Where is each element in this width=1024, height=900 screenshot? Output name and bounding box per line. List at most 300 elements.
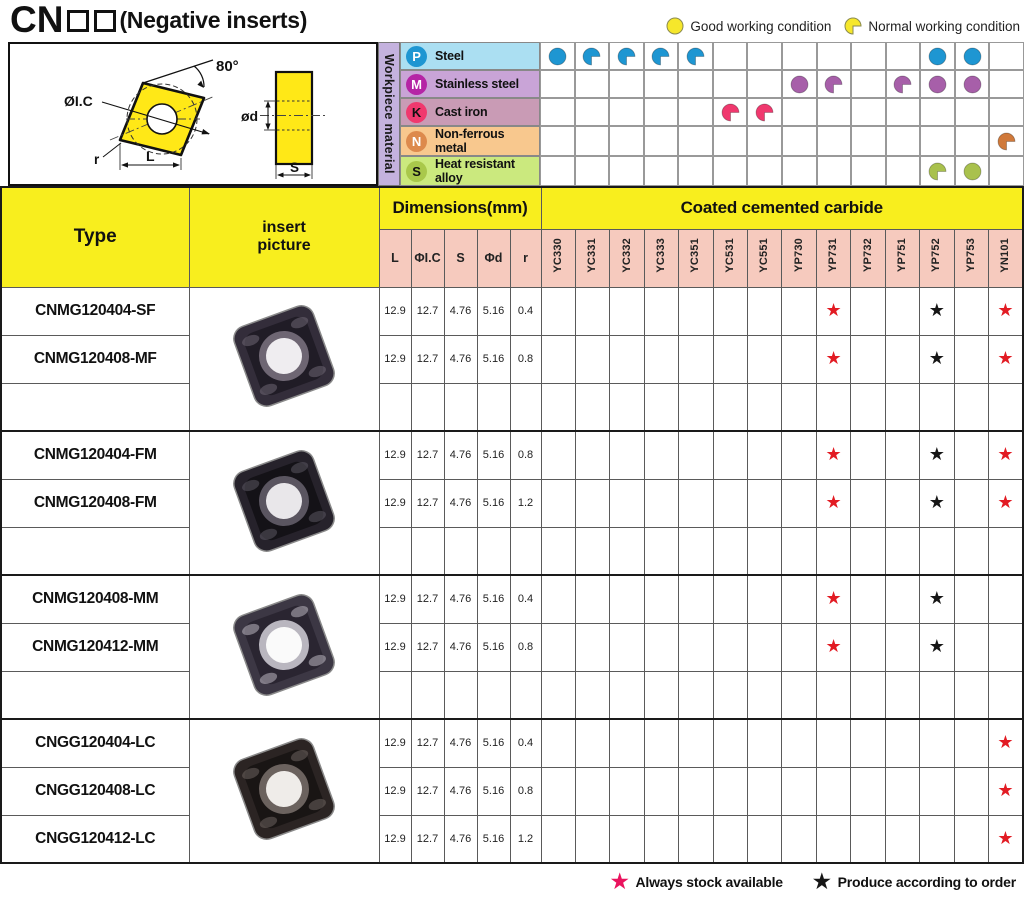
material-row-label (400, 156, 540, 186)
dimension-value: 0.4 (510, 287, 541, 335)
dimension-value: 5.16 (477, 623, 510, 671)
grade-availability-cell (541, 527, 575, 575)
material-grade-cell (713, 98, 748, 126)
grade-availability-cell (713, 383, 747, 431)
grade-column-header (851, 229, 885, 287)
grade-availability-cell (644, 815, 678, 863)
dimension-value: 0.8 (510, 767, 541, 815)
grade-availability-cell (989, 575, 1024, 623)
grade-availability-cell (885, 575, 919, 623)
grade-availability-cell (679, 767, 713, 815)
stock-star-icon: ★ (997, 780, 1014, 800)
dimension-value: 12.9 (379, 335, 411, 383)
material-grade-cell (782, 70, 817, 98)
insert-photo (204, 441, 364, 561)
grade-availability-cell (954, 815, 988, 863)
grade-availability-cell (989, 383, 1024, 431)
thickness-label: S (290, 160, 300, 175)
normal-condition-icon (651, 47, 670, 66)
dimension-value: 12.7 (411, 767, 444, 815)
dimension-value: 0.8 (510, 335, 541, 383)
grade-code-text: YP730 (792, 238, 805, 273)
insert-picture-cell (189, 431, 379, 575)
dimension-value: 12.7 (411, 479, 444, 527)
grade-availability-cell (920, 479, 954, 527)
grade-availability-cell (885, 479, 919, 527)
grade-availability-cell (920, 767, 954, 815)
grade-availability-cell (644, 431, 678, 479)
material-grade-cell (817, 42, 852, 70)
grade-column-header (816, 229, 850, 287)
material-grade-cell (644, 156, 679, 186)
grade-availability-cell (920, 287, 954, 335)
grade-availability-cell (816, 479, 850, 527)
material-grade-cell (747, 70, 782, 98)
stock-star-icon: ★ (825, 444, 842, 465)
grade-availability-cell (989, 623, 1024, 671)
table-row (1, 575, 1023, 623)
grade-availability-cell (748, 719, 782, 767)
grade-availability-cell (782, 671, 816, 719)
angle-label: 80° (216, 58, 239, 75)
dimension-value: 4.76 (444, 335, 477, 383)
grade-availability-cell (748, 479, 782, 527)
material-letter-badge: S (406, 161, 427, 182)
grade-availability-cell (851, 527, 885, 575)
grade-availability-cell (575, 527, 609, 575)
dimension-value (379, 527, 411, 575)
normal-condition-icon (844, 17, 862, 35)
grade-availability-cell (816, 719, 850, 767)
dimension-value: 5.16 (477, 431, 510, 479)
grade-availability-cell (610, 383, 644, 431)
grade-availability-cell (713, 479, 747, 527)
table-row-empty (1, 527, 1023, 575)
grade-availability-cell (644, 719, 678, 767)
hole-diameter-label: ød (241, 108, 259, 124)
material-row-label (400, 70, 540, 98)
grade-availability-cell (851, 287, 885, 335)
insert-type: CNMG120408-MF (1, 335, 189, 383)
material-grade-cell (920, 126, 955, 156)
grade-column-header (575, 229, 609, 287)
grade-availability-cell (920, 335, 954, 383)
grade-column-header (713, 229, 747, 287)
grade-availability-cell (610, 815, 644, 863)
stock-star-icon: ★ (825, 588, 842, 609)
insert-type: CNMG120404-FM (1, 431, 189, 479)
grade-availability-cell (575, 767, 609, 815)
grade-availability-cell (541, 383, 575, 431)
grade-availability-cell (644, 623, 678, 671)
good-condition-icon (548, 47, 567, 66)
material-grade-cell (782, 126, 817, 156)
grade-availability-cell (610, 623, 644, 671)
grade-availability-cell (748, 287, 782, 335)
grade-code-text: YC330 (551, 238, 564, 273)
grade-availability-cell (644, 287, 678, 335)
insert-spec-table (0, 186, 1024, 864)
grade-availability-cell (644, 575, 678, 623)
material-grade-cell (817, 70, 852, 98)
order-star-icon: ★ (812, 871, 831, 893)
grade-availability-cell (679, 527, 713, 575)
dimension-value: 12.9 (379, 815, 411, 863)
insert-photo (204, 585, 364, 705)
grade-availability-cell (954, 623, 988, 671)
grade-availability-cell (885, 383, 919, 431)
order-star-icon: ★ (928, 588, 945, 609)
material-letter-badge: P (406, 46, 427, 67)
material-grade-cell (955, 98, 990, 126)
grade-availability-cell (679, 383, 713, 431)
dimension-value (411, 383, 444, 431)
material-grade-cell (782, 156, 817, 186)
material-grade-cell (540, 42, 575, 70)
grade-availability-cell (782, 815, 816, 863)
dimension-value: 12.7 (411, 335, 444, 383)
grade-availability-cell (575, 479, 609, 527)
material-grade-cell (678, 126, 713, 156)
grade-availability-cell (748, 767, 782, 815)
grade-availability-cell (713, 767, 747, 815)
workpiece-material-label: Workpiece material (382, 54, 396, 174)
dimension-value: 0.4 (510, 719, 541, 767)
grade-column-header (920, 229, 954, 287)
normal-condition-label: Normal working condition (868, 18, 1020, 34)
grade-column-header (748, 229, 782, 287)
grade-availability-cell (816, 527, 850, 575)
table-row (1, 815, 1023, 863)
grade-availability-cell (920, 575, 954, 623)
grade-code-text: YP751 (895, 238, 908, 273)
insert-drawing-svg (10, 44, 376, 184)
insert-type: CNGG120412-LC (1, 815, 189, 863)
good-condition-icon (928, 75, 947, 94)
material-row-label (400, 42, 540, 70)
material-grade-cell (817, 156, 852, 186)
grade-availability-cell (885, 815, 919, 863)
grade-code-text: YC531 (723, 238, 736, 273)
material-grade-cell (989, 70, 1024, 98)
material-grade-cell (575, 98, 610, 126)
dimension-value: 5.16 (477, 719, 510, 767)
grade-availability-cell (954, 719, 988, 767)
grade-code-text: YC351 (689, 238, 702, 273)
grade-availability-cell (885, 719, 919, 767)
dimension-column-header: Φd (477, 229, 510, 287)
grade-availability-cell (851, 815, 885, 863)
grade-availability-cell (575, 815, 609, 863)
dimension-value (411, 671, 444, 719)
material-grade-cell (920, 42, 955, 70)
grade-code-text: YP731 (827, 238, 840, 273)
grade-availability-cell (782, 719, 816, 767)
insert-photo (204, 729, 364, 849)
grade-availability-cell (954, 671, 988, 719)
grade-availability-cell (954, 575, 988, 623)
table-row (1, 335, 1023, 383)
material-grade-cell (886, 70, 921, 98)
dimension-value: 4.76 (444, 575, 477, 623)
table-row (1, 719, 1023, 767)
grade-availability-cell (679, 431, 713, 479)
length-label: L (146, 148, 155, 164)
grade-availability-cell (782, 383, 816, 431)
grade-availability-cell (748, 815, 782, 863)
good-condition-icon (790, 75, 809, 94)
dimension-value: 4.76 (444, 479, 477, 527)
table-row-empty (1, 671, 1023, 719)
grade-availability-cell (541, 479, 575, 527)
dimension-value: 12.7 (411, 719, 444, 767)
grade-availability-cell (748, 575, 782, 623)
grade-availability-cell (679, 287, 713, 335)
grade-availability-cell (851, 623, 885, 671)
grade-availability-cell (748, 527, 782, 575)
type-column-header: Type (1, 187, 189, 287)
grade-availability-cell (851, 719, 885, 767)
grade-availability-cell (610, 335, 644, 383)
grade-availability-cell (541, 671, 575, 719)
material-grade-cell (609, 156, 644, 186)
material-row-label (400, 126, 540, 156)
grade-availability-cell (610, 767, 644, 815)
grade-availability-cell (679, 623, 713, 671)
grade-availability-cell (782, 623, 816, 671)
material-grade-cell (575, 126, 610, 156)
grade-availability-cell (541, 623, 575, 671)
grade-availability-cell (920, 719, 954, 767)
material-name: Stainless steel (435, 77, 519, 91)
material-grade-cell (851, 126, 886, 156)
dimension-value (477, 527, 510, 575)
grade-availability-cell (610, 575, 644, 623)
grade-availability-cell (541, 719, 575, 767)
grade-availability-cell (954, 431, 988, 479)
dimension-value (477, 671, 510, 719)
material-grade-cell (678, 42, 713, 70)
dimension-value: 12.9 (379, 767, 411, 815)
grade-availability-cell (782, 287, 816, 335)
grade-availability-cell (885, 287, 919, 335)
dimension-value: 12.7 (411, 287, 444, 335)
material-grade-cell (851, 42, 886, 70)
dimension-value: 12.9 (379, 575, 411, 623)
grade-availability-cell (816, 335, 850, 383)
material-grade-cell (540, 126, 575, 156)
dimension-value: 5.16 (477, 815, 510, 863)
dimension-value: 4.76 (444, 431, 477, 479)
dimension-value: 5.16 (477, 575, 510, 623)
grade-availability-cell (885, 671, 919, 719)
grade-availability-cell (541, 287, 575, 335)
material-grade-cell (609, 126, 644, 156)
grade-availability-cell (644, 767, 678, 815)
stock-star-icon: ★ (997, 348, 1014, 368)
stock-star-icon: ★ (610, 871, 629, 893)
grade-availability-cell (610, 479, 644, 527)
dimension-value (444, 383, 477, 431)
material-grade-cell (609, 42, 644, 70)
grade-column-header (541, 229, 575, 287)
normal-condition-icon (928, 162, 947, 181)
grade-availability-cell (920, 671, 954, 719)
stock-star-icon: ★ (997, 300, 1014, 320)
grade-availability-cell (679, 719, 713, 767)
grade-code-text: YP732 (861, 238, 874, 273)
grade-availability-cell (954, 287, 988, 335)
grade-availability-cell (679, 671, 713, 719)
normal-condition-icon (893, 75, 912, 94)
grade-availability-cell (816, 815, 850, 863)
grade-availability-cell (954, 767, 988, 815)
material-grade-cell (920, 70, 955, 98)
material-grade-cell (955, 42, 990, 70)
grade-column-header (610, 229, 644, 287)
grade-availability-cell (782, 479, 816, 527)
material-grade-cell (678, 98, 713, 126)
dimension-column-header: L (379, 229, 411, 287)
table-row (1, 623, 1023, 671)
grade-column-header (989, 229, 1024, 287)
material-grade-cell (851, 156, 886, 186)
grade-availability-cell (644, 479, 678, 527)
material-grade-cell (989, 98, 1024, 126)
grade-availability-cell (989, 815, 1024, 863)
grade-availability-cell (989, 431, 1024, 479)
grade-availability-cell (748, 335, 782, 383)
material-grade-cell (678, 156, 713, 186)
grade-availability-cell (713, 575, 747, 623)
grade-availability-cell (989, 527, 1024, 575)
dimension-value (510, 383, 541, 431)
grade-availability-cell (885, 767, 919, 815)
good-condition-legend-item (666, 17, 831, 35)
material-grade-cell (989, 126, 1024, 156)
material-grade-cell (713, 42, 748, 70)
dimension-value (477, 383, 510, 431)
normal-condition-icon (755, 103, 774, 122)
grade-availability-cell (748, 671, 782, 719)
material-grade-cell (540, 70, 575, 98)
material-grade-cell (851, 98, 886, 126)
grade-availability-cell (954, 479, 988, 527)
material-grade-cell (747, 98, 782, 126)
material-grade-cell (575, 156, 610, 186)
stock-star-icon: ★ (997, 492, 1014, 512)
grade-availability-cell (920, 431, 954, 479)
stock-star-icon: ★ (825, 300, 842, 320)
good-condition-icon (963, 162, 982, 181)
material-grade-cell (713, 70, 748, 98)
insert-type: CNGG120408-LC (1, 767, 189, 815)
stock-star-icon: ★ (997, 732, 1014, 753)
material-letter-badge: N (406, 131, 427, 152)
grade-availability-cell (575, 575, 609, 623)
grade-availability-cell (713, 719, 747, 767)
material-name: Steel (435, 49, 464, 63)
grade-availability-cell (644, 671, 678, 719)
grade-availability-cell (610, 671, 644, 719)
material-grade-cell (955, 126, 990, 156)
grade-availability-cell (816, 287, 850, 335)
grade-availability-cell (816, 383, 850, 431)
grade-code-text: YC333 (654, 238, 667, 273)
grade-availability-cell (575, 383, 609, 431)
grade-availability-cell (610, 719, 644, 767)
grade-code-text: YC551 (758, 238, 771, 273)
picture-column-header (189, 187, 379, 287)
availability-legend (611, 872, 1016, 892)
table-row (1, 431, 1023, 479)
grade-availability-cell (713, 335, 747, 383)
page-title (10, 0, 307, 40)
dimension-value: 12.9 (379, 431, 411, 479)
good-condition-icon (963, 75, 982, 94)
grade-availability-cell (748, 623, 782, 671)
grade-availability-cell (954, 383, 988, 431)
grade-code-text: YC331 (586, 238, 599, 273)
order-legend-item (813, 872, 1016, 892)
insert-technical-drawing (8, 42, 378, 186)
grade-availability-cell (575, 719, 609, 767)
normal-condition-legend-item (844, 17, 1020, 35)
dimension-value: 5.16 (477, 767, 510, 815)
dimensions-header: Dimensions(mm) (379, 187, 541, 229)
stock-star-icon: ★ (825, 492, 842, 512)
insert-type (1, 527, 189, 575)
stock-legend-item (611, 872, 783, 892)
grade-availability-cell (713, 527, 747, 575)
material-name: Non-ferrous metal (435, 127, 505, 155)
grade-code-text: YN101 (999, 238, 1011, 273)
dimension-value (444, 671, 477, 719)
material-grade-cell (989, 42, 1024, 70)
dimension-value: 12.9 (379, 479, 411, 527)
dimension-column-header: r (510, 229, 541, 287)
material-grade-cell (540, 156, 575, 186)
material-grade-cell (886, 126, 921, 156)
dimension-column-header: ΦI.C (411, 229, 444, 287)
dimension-value: 5.16 (477, 479, 510, 527)
material-row-label (400, 98, 540, 126)
grade-availability-cell (575, 335, 609, 383)
grade-availability-cell (748, 431, 782, 479)
dimension-value: 0.4 (510, 575, 541, 623)
dimension-value: 12.7 (411, 815, 444, 863)
grade-availability-cell (851, 767, 885, 815)
dimension-value: 4.76 (444, 623, 477, 671)
material-grade-cell (886, 156, 921, 186)
material-grade-cell (920, 156, 955, 186)
dimension-value (510, 527, 541, 575)
grade-availability-cell (989, 479, 1024, 527)
dimension-value: 1.2 (510, 479, 541, 527)
grade-column-header (954, 229, 988, 287)
dimension-value: 5.16 (477, 335, 510, 383)
grade-availability-cell (782, 767, 816, 815)
order-star-icon: ★ (928, 348, 945, 368)
grade-availability-cell (851, 479, 885, 527)
material-name: Heat resistant alloy (435, 157, 515, 185)
dimension-value: 4.76 (444, 719, 477, 767)
material-grade-cell (817, 126, 852, 156)
dimension-value: 4.76 (444, 287, 477, 335)
material-grade-cell (644, 70, 679, 98)
grade-availability-cell (679, 335, 713, 383)
grade-availability-cell (782, 335, 816, 383)
